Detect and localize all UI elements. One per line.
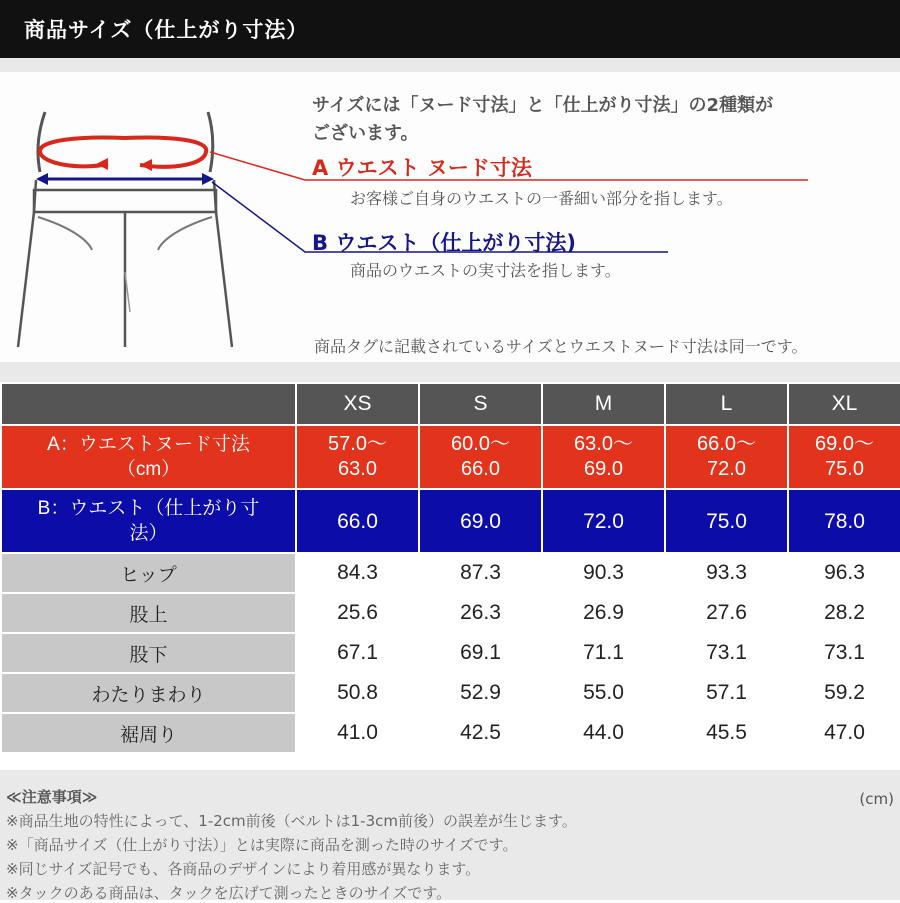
row-label: B：ウエスト（仕上がり寸 法） xyxy=(1,489,296,553)
table-row xyxy=(1,673,900,713)
table-cell: 69.1 xyxy=(419,633,542,673)
label-a: A ウエスト ヌード寸法 xyxy=(312,156,532,180)
waistband xyxy=(34,190,216,212)
header-cell: XL xyxy=(788,383,900,425)
title-bar xyxy=(0,0,900,58)
table-cell: 25.6 xyxy=(296,593,419,633)
header-cell: S xyxy=(419,383,542,425)
table-cell: 93.3 xyxy=(665,553,788,593)
torso-outline xyxy=(38,112,45,172)
table-row xyxy=(1,633,900,673)
torso-outline xyxy=(208,112,213,172)
table-cell: 69.0〜 75.0 xyxy=(788,425,900,489)
table-cell: 73.1 xyxy=(788,633,900,673)
table-cell: 59.2 xyxy=(788,673,900,713)
table-cell: 44.0 xyxy=(542,713,665,753)
table-cell: 67.1 xyxy=(296,633,419,673)
unit-label: (cm) xyxy=(859,790,894,808)
note-line: ※タックのある商品は、タックを広げて測ったときのサイズです。 xyxy=(6,884,452,902)
row-label: ヒップ xyxy=(1,553,296,593)
description-a: お客様ご自身のウエストの一番細い部分を指します。 xyxy=(350,189,733,208)
waist-diagram xyxy=(0,72,900,362)
table-cell: 52.9 xyxy=(419,673,542,713)
header-row xyxy=(1,383,900,425)
pocket-line xyxy=(158,217,212,250)
table-cell: 57.0〜 63.0 xyxy=(296,425,419,489)
table-cell: 63.0〜 69.0 xyxy=(542,425,665,489)
size-table xyxy=(0,382,900,754)
table-cell: 41.0 xyxy=(296,713,419,753)
header-cell: M xyxy=(542,383,665,425)
table-cell: 78.0 xyxy=(788,489,900,553)
table-cell: 42.5 xyxy=(419,713,542,753)
row-label: 股下 xyxy=(1,633,296,673)
notes-heading: ≪注意事項≫ xyxy=(6,788,98,806)
label-b: B ウエスト（仕上がり寸法) xyxy=(312,231,576,255)
row-label: わたりまわり xyxy=(1,673,296,713)
note-line: ※「商品サイズ（仕上がり寸法）」とは実際に商品を測った時のサイズです。 xyxy=(6,836,518,854)
note-line: ※同じサイズ記号でも、各商品のデザインにより着用感が異なります。 xyxy=(6,860,481,878)
table-row xyxy=(1,593,900,633)
divider xyxy=(0,362,900,382)
table-cell: 71.1 xyxy=(542,633,665,673)
note-line: ※商品生地の特性によって、1-2cm前後（ベルトは1-3cm前後）の誤差が生じます。 xyxy=(6,812,577,830)
header-cell: XS xyxy=(296,383,419,425)
table-cell: 72.0 xyxy=(542,489,665,553)
tag-note: 商品タグに記載されているサイズとウエストヌード寸法は同一です。 xyxy=(314,337,808,356)
table-cell: 66.0〜 72.0 xyxy=(665,425,788,489)
table-cell: 90.3 xyxy=(542,553,665,593)
table-row xyxy=(1,553,900,593)
table-cell: 96.3 xyxy=(788,553,900,593)
table-cell: 66.0 xyxy=(296,489,419,553)
table-cell: 69.0 xyxy=(419,489,542,553)
finished-waist-arrowhead xyxy=(202,173,214,185)
header-cell xyxy=(1,383,296,425)
table-row xyxy=(1,425,900,489)
table-cell: 45.5 xyxy=(665,713,788,753)
table-cell: 28.2 xyxy=(788,593,900,633)
pocket-line xyxy=(38,217,92,250)
row-label: A：ウエストヌード寸法 （cm） xyxy=(1,425,296,489)
page-title: 商品サイズ（仕上がり寸法） xyxy=(24,18,309,42)
table-cell: 87.3 xyxy=(419,553,542,593)
table-cell: 73.1 xyxy=(665,633,788,673)
header-cell: L xyxy=(665,383,788,425)
table-cell: 75.0 xyxy=(665,489,788,553)
notes-section xyxy=(0,770,900,900)
divider xyxy=(0,58,900,72)
table-cell: 26.3 xyxy=(419,593,542,633)
table-cell: 50.8 xyxy=(296,673,419,713)
table-cell: 27.6 xyxy=(665,593,788,633)
table-cell: 47.0 xyxy=(788,713,900,753)
description-b: 商品のウエストの実寸法を指します。 xyxy=(350,261,621,280)
table-cell: 55.0 xyxy=(542,673,665,713)
finished-waist-arrowhead xyxy=(36,173,48,185)
table-row xyxy=(1,713,900,753)
table-cell: 26.9 xyxy=(542,593,665,633)
intro-text: サイズには「ヌード寸法」と「仕上がり寸法」の2種類が ございます。 xyxy=(312,95,774,144)
nude-waist-arrowhead xyxy=(140,159,152,171)
nude-waist-arrowhead xyxy=(96,158,108,170)
row-label: 裾周り xyxy=(1,713,296,753)
row-label: 股上 xyxy=(1,593,296,633)
nude-waist-arc xyxy=(40,138,206,167)
table-row xyxy=(1,489,900,553)
table-cell: 84.3 xyxy=(296,553,419,593)
table-cell: 57.1 xyxy=(665,673,788,713)
table-cell: 60.0〜 66.0 xyxy=(419,425,542,489)
